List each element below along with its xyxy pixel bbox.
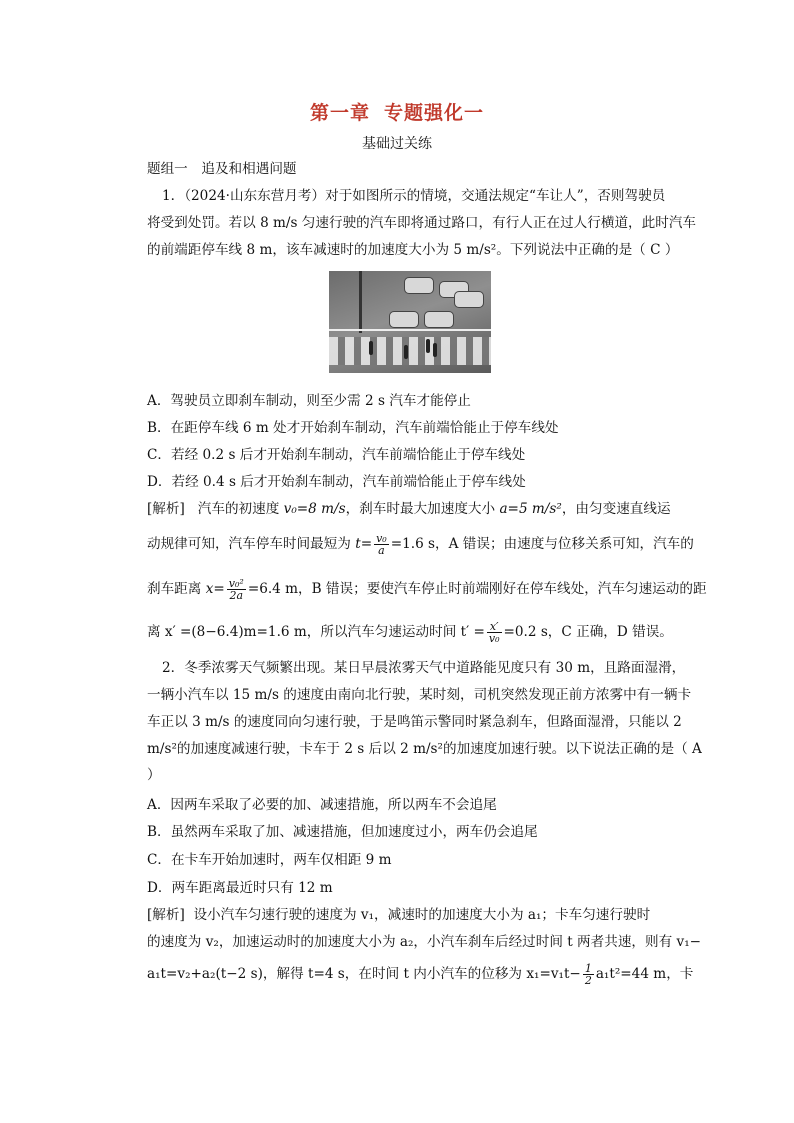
q1-option-a: A．驾驶员立即刹车制动，则至少需 2 s 汽车才能停止 [147,393,471,409]
q2-option-a: A．因两车采取了必要的加、减速措施，所以两车不会追尾 [147,797,497,813]
q1-analysis-line: 离 x′ =(8−6.4)m=1.6 m，所以汽车匀速运动时间 t′ = $\frac{x'}{\text{v₀}}$ =0.2 s，C 正确，D 错误。 [147,620,673,645]
page-title [0,98,794,125]
q2-option-c: C．在卡车开始加速时，两车仅相距 9 m [147,852,392,868]
fraction: $\frac{x'}{\text{v₀}}$ [488,620,500,645]
q1-option-d: D．若经 0.4 s 后才开始刹车制动，汽车前端恰能止于停车线处 [147,474,526,490]
q1-analysis-line: 动规律可知，汽车停车时间最短为 t= $\frac{\text{v₀}}{a}$ =1.6 s，A 错误；由速度与位移关系可知，汽车的 [147,532,694,557]
fraction: $\frac{\text{v₀}}{a}$ [376,532,387,557]
fraction: $\frac{\text{v₀²}}{2a}$ [228,577,244,602]
q1-analysis-line: 刹车距离 x= $\frac{\text{v₀²}}{2a}$ =6.4 m，B 错误；要使汽车停止时前端刚好在停车线处，汽车匀速运动的距 [147,577,707,602]
fraction: $\frac{1}{2}$ [584,962,592,987]
q2-option-b: B．虽然两车采取了加、减速措施，但加速度过小，两车仍会追尾 [147,824,538,840]
q2-stem-line: 一辆小汽车以 15 m/s 的速度由南向北行驶，某时刻，司机突然发现正前方浓雾中有一辆卡 [147,687,692,703]
q2-stem-line: 2．冬季浓雾天气频繁出现。某日早晨浓雾天气中道路能见度只有 30 m，且路面湿滑， [162,660,686,676]
q2-analysis-line: 的速度为 v₂，加速运动时的加速度大小为 a₂，小汽车刹车后经过时间 t 两者共速，则有 v₁− [147,934,702,950]
q1-option-b: B．在距停车线 6 m 处才开始刹车制动，汽车前端恰能止于停车线处 [147,420,559,436]
q2-stem-line: ） [147,767,161,783]
q1-option-c: C．若经 0.2 s 后才开始刹车制动，汽车前端恰能止于停车线处 [147,447,526,463]
q2-analysis-line: a₁t=v₂+a₂(t−2 s)，解得 t=4 s，在时间 t 内小汽车的位移为 x₁=v₁t− $\frac{1}{2}$ a₁t²=44 m，卡 [147,962,694,987]
q2-analysis-line: [解析] 设小汽车匀速行驶的速度为 v₁，减速时的加速度大小为 a₁；卡车匀速行驶时 [147,907,651,923]
q2-stem-line: m/s²的加速度减速行驶，卡车于 2 s 后以 2 m/s²的加速度加速行驶。以下说法正确的是（ A [147,741,702,757]
chapter-label: 第一章 [309,102,370,124]
group-heading: 题组一 追及和相遇问题 [147,161,297,177]
section-subtitle: 基础过关练 [362,136,432,152]
q1-stem-line: 将受到处罚。若以 8 m/s 匀速行驶的汽车即将通过路口，有行人正在过人行横道，此时汽车 [147,215,697,231]
q1-stem-line: 的前端距停车线 8 m，该车减速时的加速度大小为 5 m/s²。下列说法中正确的是（ C ） [147,242,679,258]
q2-option-d: D．两车距离最近时只有 12 m [147,880,333,896]
q1-stem-line: 1．（2024·山东东营月考）对于如图所示的情境，交通法规定“车让人”，否则驾驶员 [162,188,666,204]
q1-analysis-line: [解析] 汽车的初速度 v₀=8 m/s，刹车时最大加速度大小 a=5 m/s²，由匀变速直线运 [147,501,671,517]
crosswalk-photo [329,271,491,373]
topic-label: 专题强化一 [384,102,485,124]
q2-stem-line: 车正以 3 m/s 的速度同向匀速行驶，于是鸣笛示警同时紧急刹车，但路面湿滑，只能以 2 [147,714,682,730]
